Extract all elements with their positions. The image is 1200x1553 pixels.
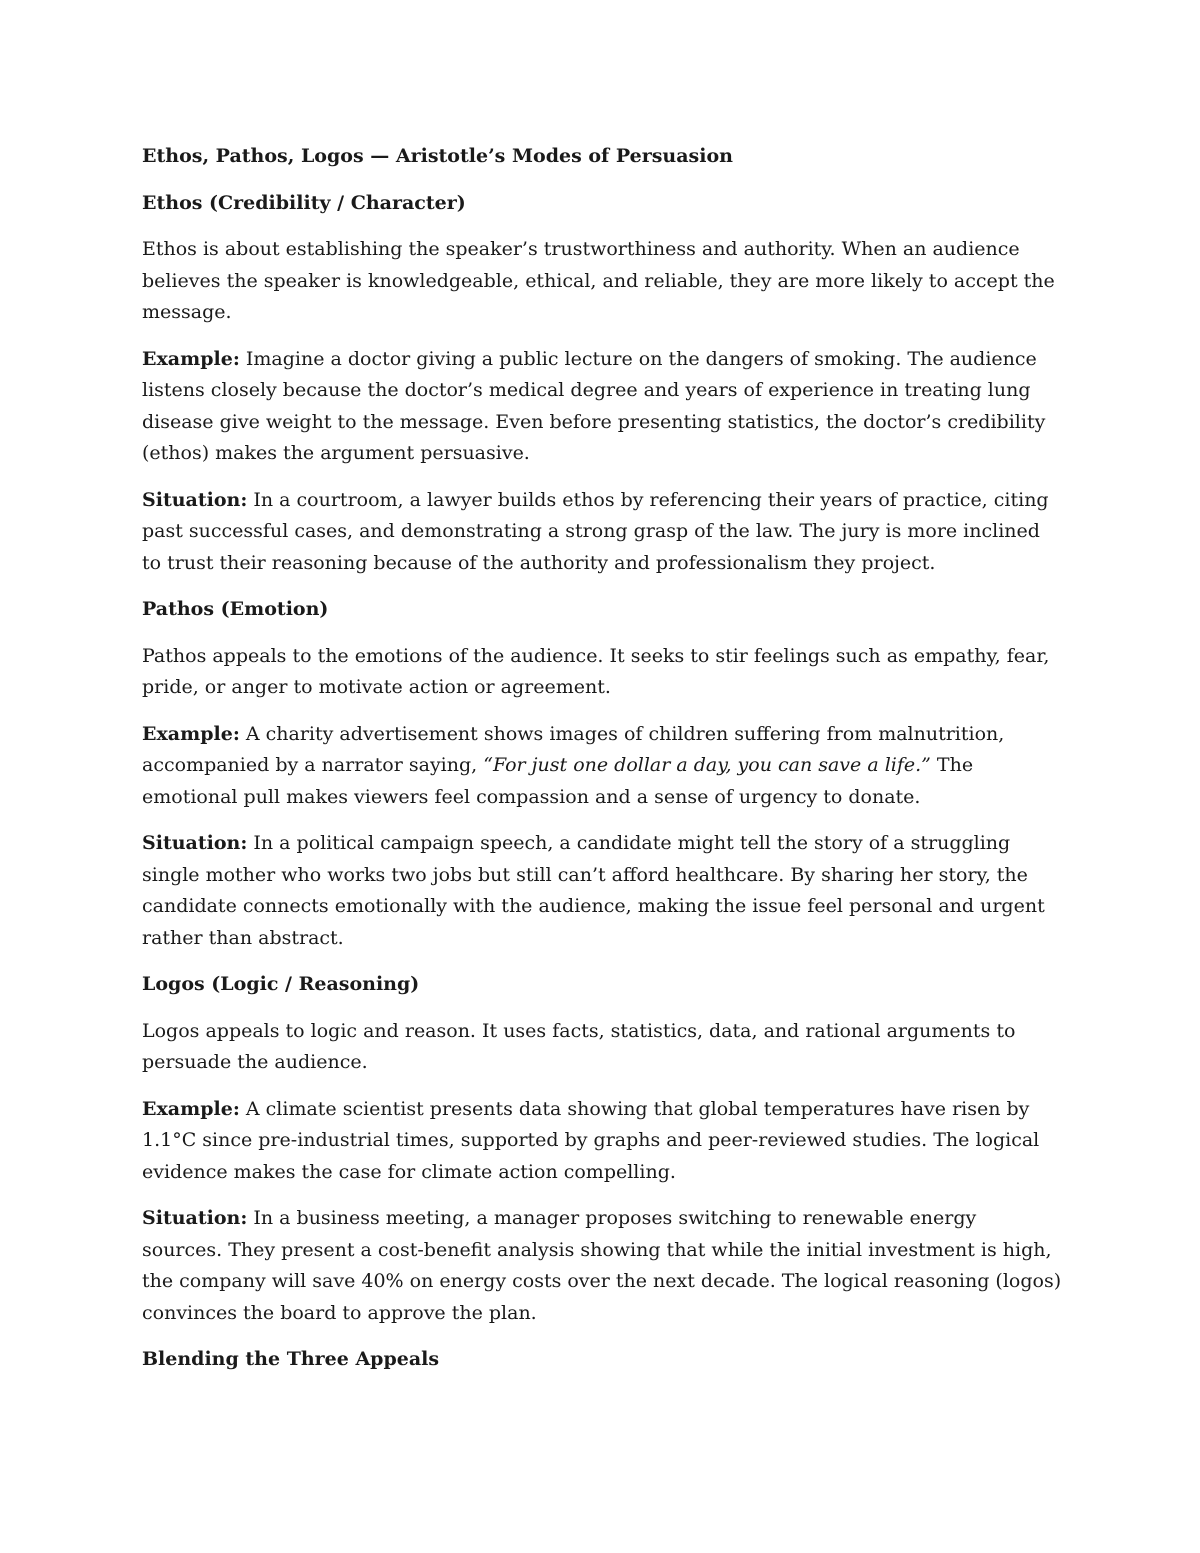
blending-heading: Blending the Three Appeals: [142, 1348, 440, 1370]
document-title: Ethos, Pathos, Logos — Aristotle’s Modes of Persuasion: [142, 145, 733, 167]
pathos-situation-text: In a political campaign speech, a candidate might tell the story of a struggling single mother who works two jobs but still can’t afford healthcare. By sharing her story, the candidate connects emotionally with the audience, making the issue feel personal and urgent rather than abstract.: [142, 832, 1045, 949]
pathos-heading: Pathos (Emotion): [142, 598, 329, 620]
ethos-example-label: Example:: [142, 347, 240, 370]
ethos-situation-label: Situation:: [142, 488, 248, 511]
logos-example: [142, 1094, 1062, 1189]
document-page: [142, 141, 1062, 1391]
pathos-example-label: Example:: [142, 722, 240, 745]
pathos-situation: [142, 828, 1062, 954]
logos-example-text: A climate scientist presents data showing that global temperatures have risen by 1.1°C since pre-industrial times, supported by graphs and peer-reviewed studies. The logical evidence makes the case for climate action compelling.: [142, 1097, 1040, 1183]
ethos-situation: [142, 485, 1062, 580]
pathos-example-quote: “For just one dollar a day, you can save a life.”: [483, 754, 931, 776]
pathos-example-text-after: The emotional pull makes viewers feel compassion and a sense of urgency to donate.: [142, 754, 974, 808]
logos-example-label: Example:: [142, 1097, 240, 1120]
ethos-situation-text: In a courtroom, a lawyer builds ethos by referencing their years of practice, citing past successful cases, and demonstrating a strong grasp of the law. The jury is more inclined to trust their reasoning because of the authority and professionalism they project.: [142, 488, 1049, 574]
ethos-example-text: Imagine a doctor giving a public lecture on the dangers of smoking. The audience listens closely because the doctor’s medical degree and years of experience in treating lung disease give weight to the message. Even before presenting statistics, the doctor’s credibility (ethos) makes the argument persuasive.: [142, 347, 1046, 464]
ethos-section: [142, 188, 1062, 580]
logos-situation-text: In a business meeting, a manager proposes switching to renewable energy sources. They present a cost-benefit analysis showing that while the initial investment is high, the company will save 40% on energy costs over the next decade. The logical reasoning (logos) convinces the board to approve the plan.: [142, 1207, 1062, 1324]
logos-situation: [142, 1203, 1062, 1329]
ethos-heading: Ethos (Credibility / Character): [142, 191, 466, 214]
logos-situation-label: Situation:: [142, 1207, 248, 1229]
pathos-example: [142, 719, 1062, 814]
pathos-example-text-before: A charity advertisement shows images of children suffering from malnutrition, accompanied by a narrator saying,: [142, 722, 1005, 776]
ethos-example: [142, 344, 1062, 470]
logos-heading: Logos (Logic / Reasoning): [142, 973, 420, 995]
blending-section: [142, 1344, 1062, 1376]
pathos-situation-label: Situation:: [142, 832, 248, 854]
pathos-section: [142, 594, 1062, 954]
logos-section: [142, 969, 1062, 1329]
logos-intro: Logos appeals to logic and reason. It uses facts, statistics, data, and rational arguments to persuade the audience.: [142, 1019, 1016, 1073]
ethos-intro: Ethos is about establishing the speaker’s trustworthiness and authority. When an audience believes the speaker is knowledgeable, ethical, and reliable, they are more likely to accept the message.: [142, 238, 1055, 323]
pathos-intro: Pathos appeals to the emotions of the audience. It seeks to stir feelings such as empathy, fear, pride, or anger to motivate action or agreement.: [142, 644, 1050, 698]
